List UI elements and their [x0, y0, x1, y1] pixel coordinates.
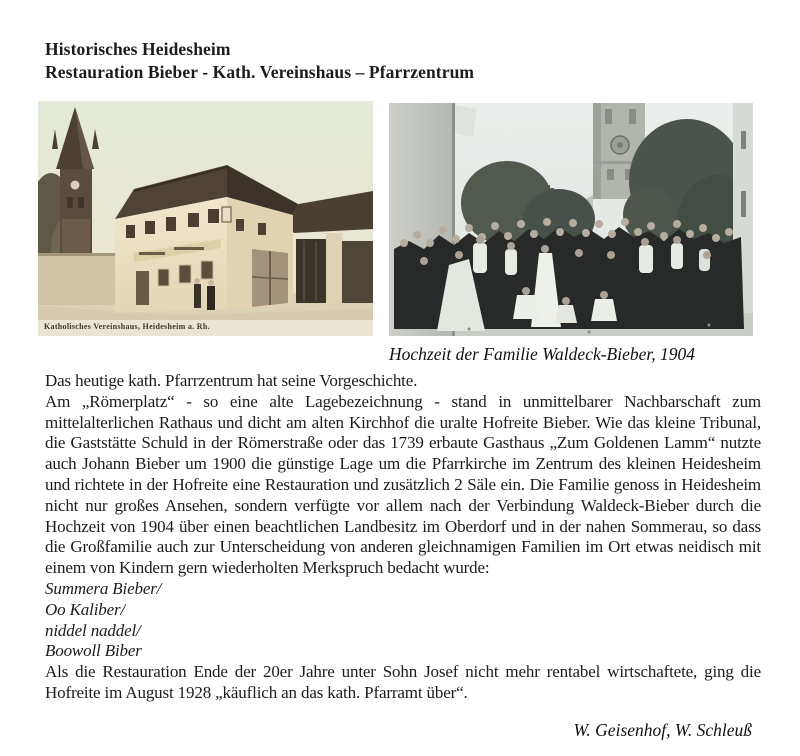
left-photo [38, 101, 373, 336]
title-line-1: Historisches Heidesheim [45, 39, 231, 59]
signature: W. Geisenhof, W. Schleuß [573, 720, 752, 740]
right-photo-caption: Hochzeit der Familie Waldeck-Bieber, 1904 [389, 344, 696, 364]
closing-paragraph: Als die Restauration Ende der 20er Jahre unter Sohn Josef nicht mehr rentabel wirtschaftete, ging die Hofreite im August 1928 „käuflich an das kath. Pfarramt über“. [45, 662, 761, 702]
intro-paragraph: Das heutige kath. Pfarrzentrum hat seine Vorgeschichte. [45, 371, 418, 390]
wedding-photo-graphic [389, 103, 753, 336]
verse-line: niddel naddel/ [45, 620, 141, 640]
page-title [45, 38, 474, 84]
vereinshaus-postcard-graphic [38, 101, 373, 336]
left-photo-caption: Katholisches Vereinshaus, Heidesheim a. Rh. [44, 322, 210, 331]
title-line-2: Restauration Bieber - Kath. Vereinshaus – Pfarrzentrum [45, 62, 475, 82]
right-photo [389, 103, 753, 336]
verse-line: Boowoll Biber [45, 641, 142, 661]
verse-line: Oo Kaliber/ [45, 599, 126, 619]
body-text [45, 371, 761, 704]
verse-line: Summera Bieber/ [45, 578, 162, 598]
main-paragraph: Am „Römerplatz“ - so eine alte Lagebezeichnung - stand in unmittelbarer Nachbarschaft zum mittelalterlichen Rathaus und dicht am alten Kirchhof die uralte Hofreite Bieber. Wie das kleine Tribunal, die Gaststätte Schuld in der Römerstraße oder das 1739 erbaute Gasthaus „Zum Goldenen Lamm“ nutzte auch Johann Bieber um 1900 die günstige Lage um die Pfarrkirche im Zentrum des kleinen Heidesheim und richtete in der Hofreite eine Restauration und zusätzlich 2 Säle ein. Die Familie genoss in Heidesheim nicht nur großes Ansehen, sondern verfügte vor allem nach der Verbindung Waldeck-Bieber durch die Hochzeit von 1904 über einen beachtlichen Landbesitz im Oberdorf und in der nahen Sommerau, so dass die Großfamilie auch zur Unterscheidung von anderen gleichnamigen Familien im Ort etwas neidisch mit einem von Kindern gern wiederholten Merkspruch bedacht wurde: [45, 391, 761, 578]
